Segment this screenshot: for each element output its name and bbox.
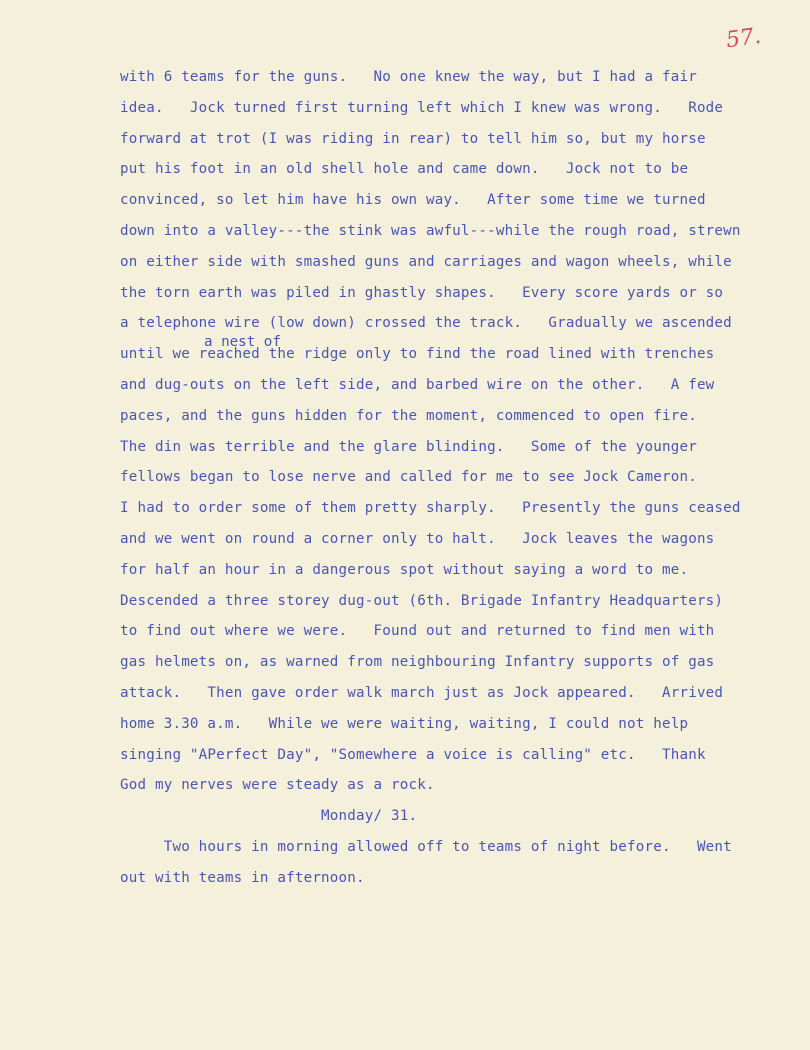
text-line: and dug-outs on the left side, and barbed wire on the other. A few: [120, 376, 715, 393]
text-line: home 3.30 a.m. While we were waiting, waiting, I could not help: [120, 715, 689, 732]
text-line: to find out where we were. Found out and returned to find men with: [120, 623, 715, 640]
text-line: on either side with smashed guns and carriages and wagon wheels, while: [120, 253, 732, 270]
text-line: put his foot in an old shell hole and came down. Jock not to be: [120, 161, 689, 178]
text-line: singing "APerfect Day", "Somewhere a voice is calling" etc. Thank: [120, 746, 706, 763]
text-line: out with teams in afternoon.: [120, 869, 365, 886]
text-line: gas helmets on, as warned from neighbouring Infantry supports of gas: [120, 654, 715, 671]
text-line: attack. Then gave order walk march just as Jock appeared. Arrived: [120, 684, 724, 701]
text-line: until we reached the ridge only to find the road lined with trenches: [120, 346, 715, 363]
text-line: idea. Jock turned first turning left which I knew was wrong. Rode: [120, 99, 724, 116]
text-line: and we went on round a corner only to halt. Jock leaves the wagons: [120, 530, 715, 547]
text-line: forward at trot (I was riding in rear) to tell him so, but my horse: [120, 130, 706, 147]
text-line: The din was terrible and the glare blinding. Some of the younger: [120, 438, 697, 455]
text-line: for half an hour in a dangerous spot without saying a word to me.: [120, 561, 689, 578]
date-heading: Monday/ 31.: [120, 808, 418, 825]
diary-text: [120, 62, 790, 894]
text-line: Descended a three storey dug-out (6th. Brigade Infantry Headquarters): [120, 592, 724, 609]
text-line: I had to order some of them pretty sharply. Presently the guns ceased: [120, 500, 741, 517]
text-line: down into a valley---the stink was awful---while the rough road, strewn: [120, 222, 741, 239]
text-line: convinced, so let him have his own way. After some time we turned: [120, 192, 706, 209]
text-line: God my nerves were steady as a rock.: [120, 777, 435, 794]
text-line: the torn earth was piled in ghastly shapes. Every score yards or so: [120, 284, 724, 301]
text-line: Two hours in morning allowed off to teams of night before. Went: [120, 838, 732, 855]
text-line: with 6 teams for the guns. No one knew the way, but I had a fair: [120, 69, 697, 85]
text-line: a telephone wire (low down) crossed the track. Gradually we ascended: [120, 315, 732, 332]
text-line: paces, and the guns hidden for the moment, commenced to open fire.: [120, 407, 697, 424]
handwritten-insertion: a nest of: [204, 334, 281, 350]
page-number: 57.: [724, 23, 763, 54]
text-line: fellows began to lose nerve and called for me to see Jock Cameron.: [120, 469, 697, 486]
